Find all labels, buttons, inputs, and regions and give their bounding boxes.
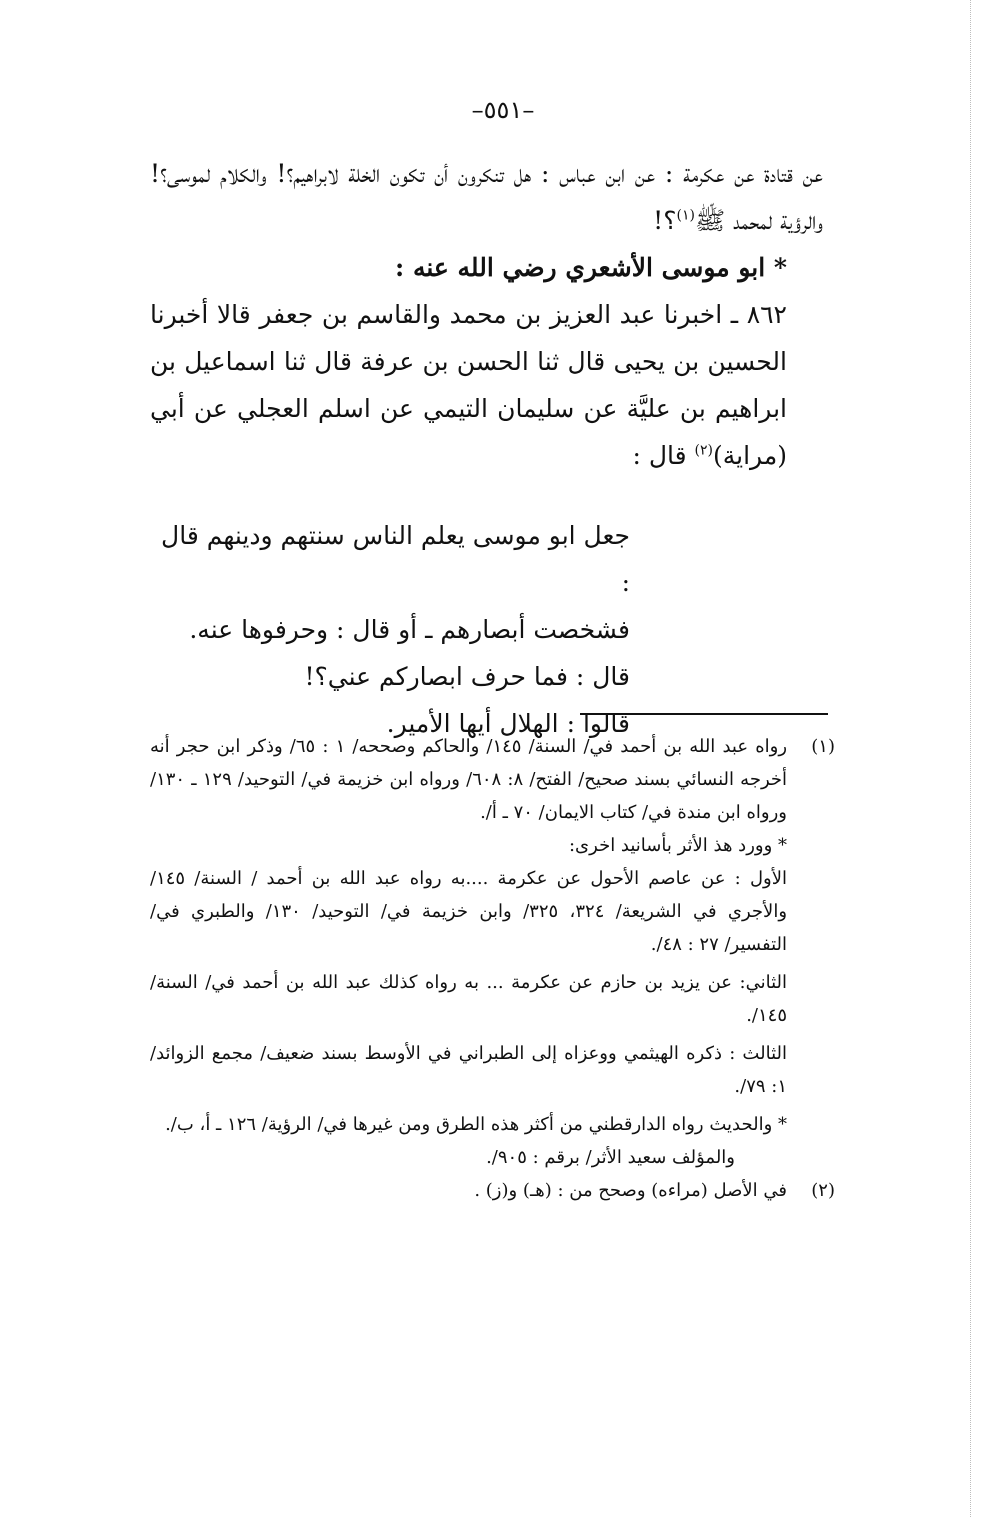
narration-block [150,512,630,747]
narration-line: قالوا : الهلال أيها الأمير. [386,709,630,738]
main-text [150,150,823,479]
footnote-ref-2: (٢) [694,442,713,459]
section-heading: * ابو موسى الأشعري رضي الله عنه : [395,253,787,282]
page-number: –٥٥١– [471,96,535,124]
hadith-chain-end: قال : [632,441,695,470]
footnotes [150,730,835,1207]
footnote-1-second-chain: الثاني: عن يزيد بن حازم عن عكرمة ... به رواه كذلك عبد الله بن أحمد في/ السنة/ ١٤٥/. [150,972,787,1026]
footnote-1-text: رواه عبد الله بن أحمد في/ السنة/ ١٤٥/ والحاكم وصححه/ ١ : ٦٥/ وذكر ابن حجر أنه أخرجه النسائي بسند صحيح/ الفتح/ ٨: ٦٠٨/ ورواه ابن خزيمة في/ التوحيد/ ١٢٩ ـ ١٣٠/ ورواه ابن مندة في/ كتاب الايمان/ ٧٠ ـ أ/. [150,736,788,823]
narration-line: جعل ابو موسى يعلم الناس سنتهم ودينهم قال : [161,521,630,597]
footnote-separator [580,713,828,715]
hadith-chain-text: ٨٦٢ ـ اخبرنا عبد العزيز بن محمد والقاسم بن جعفر قالا أخبرنا الحسين بن يحيى قال ثنا الحسن بن عرفة قال ثنا اسماعيل بن ابراهيم بن عليَّة عن سليمان التيمي عن اسلم العجلي عن أبي (مراية) [150,300,787,470]
footnote-1-other-chains: * وورد هذ الأثر بأسانيد اخرى: [568,835,787,856]
footnote-1 [150,730,835,829]
footnote-2-text: في الأصل (مراءه) وصحح من : (هـ) و(ز) . [474,1180,787,1201]
footnote-1-number: (١) [811,736,835,757]
footnote-2 [150,1174,835,1207]
paragraph-quote [150,150,823,244]
footnote-ref-1: (١) [676,207,695,224]
paragraph-hadith-862 [150,291,823,479]
paragraph-quote-text: عن قتادة عن عكرمة : عن ابن عباس : هل تنكرون أن تكون الخلة لابراهيم؟! والكلام لموسى؟! والرؤية لمحمد ﷺ [150,159,823,235]
footnote-1-first-chain: الأول : عن عاصم الأحول عن عكرمة ....به رواه عبد الله بن أحمد / السنة/ ١٤٥/ والأجري في الشريعة/ ٣٢٤، ٣٢٥/ وابن خزيمة في/ التوحيد/ ١٣٠/ والطبري في/ التفسير/ ٢٧ : ٤٨/. [150,868,788,955]
footnote-2-number: (٢) [811,1180,835,1201]
footnote-1-daraqutni: * والحديث رواه الدارقطني من أكثر هذه الطرق ومن غيرها في/ الرؤية/ ١٢٦ ـ أ، ب/. [165,1114,787,1135]
paragraph-quote-end: ؟! [653,206,677,235]
narration-line: فشخصت أبصارهم ـ أو قال : وحرفوها عنه. [189,615,630,644]
footnote-1-author-note: والمؤلف سعيد الأثر/ برقم : ٩٠٥/. [486,1147,735,1168]
right-margin-line [970,0,971,1517]
narration-line: قال : فما حرف ابصاركم عني؟! [304,662,630,691]
footnote-1-third-chain: الثالث : ذكره الهيثمي ووعزاه إلى الطبراني في الأوسط بسند ضعيف/ مجمع الزوائد/ ١: ٧٩/. [150,1043,787,1097]
